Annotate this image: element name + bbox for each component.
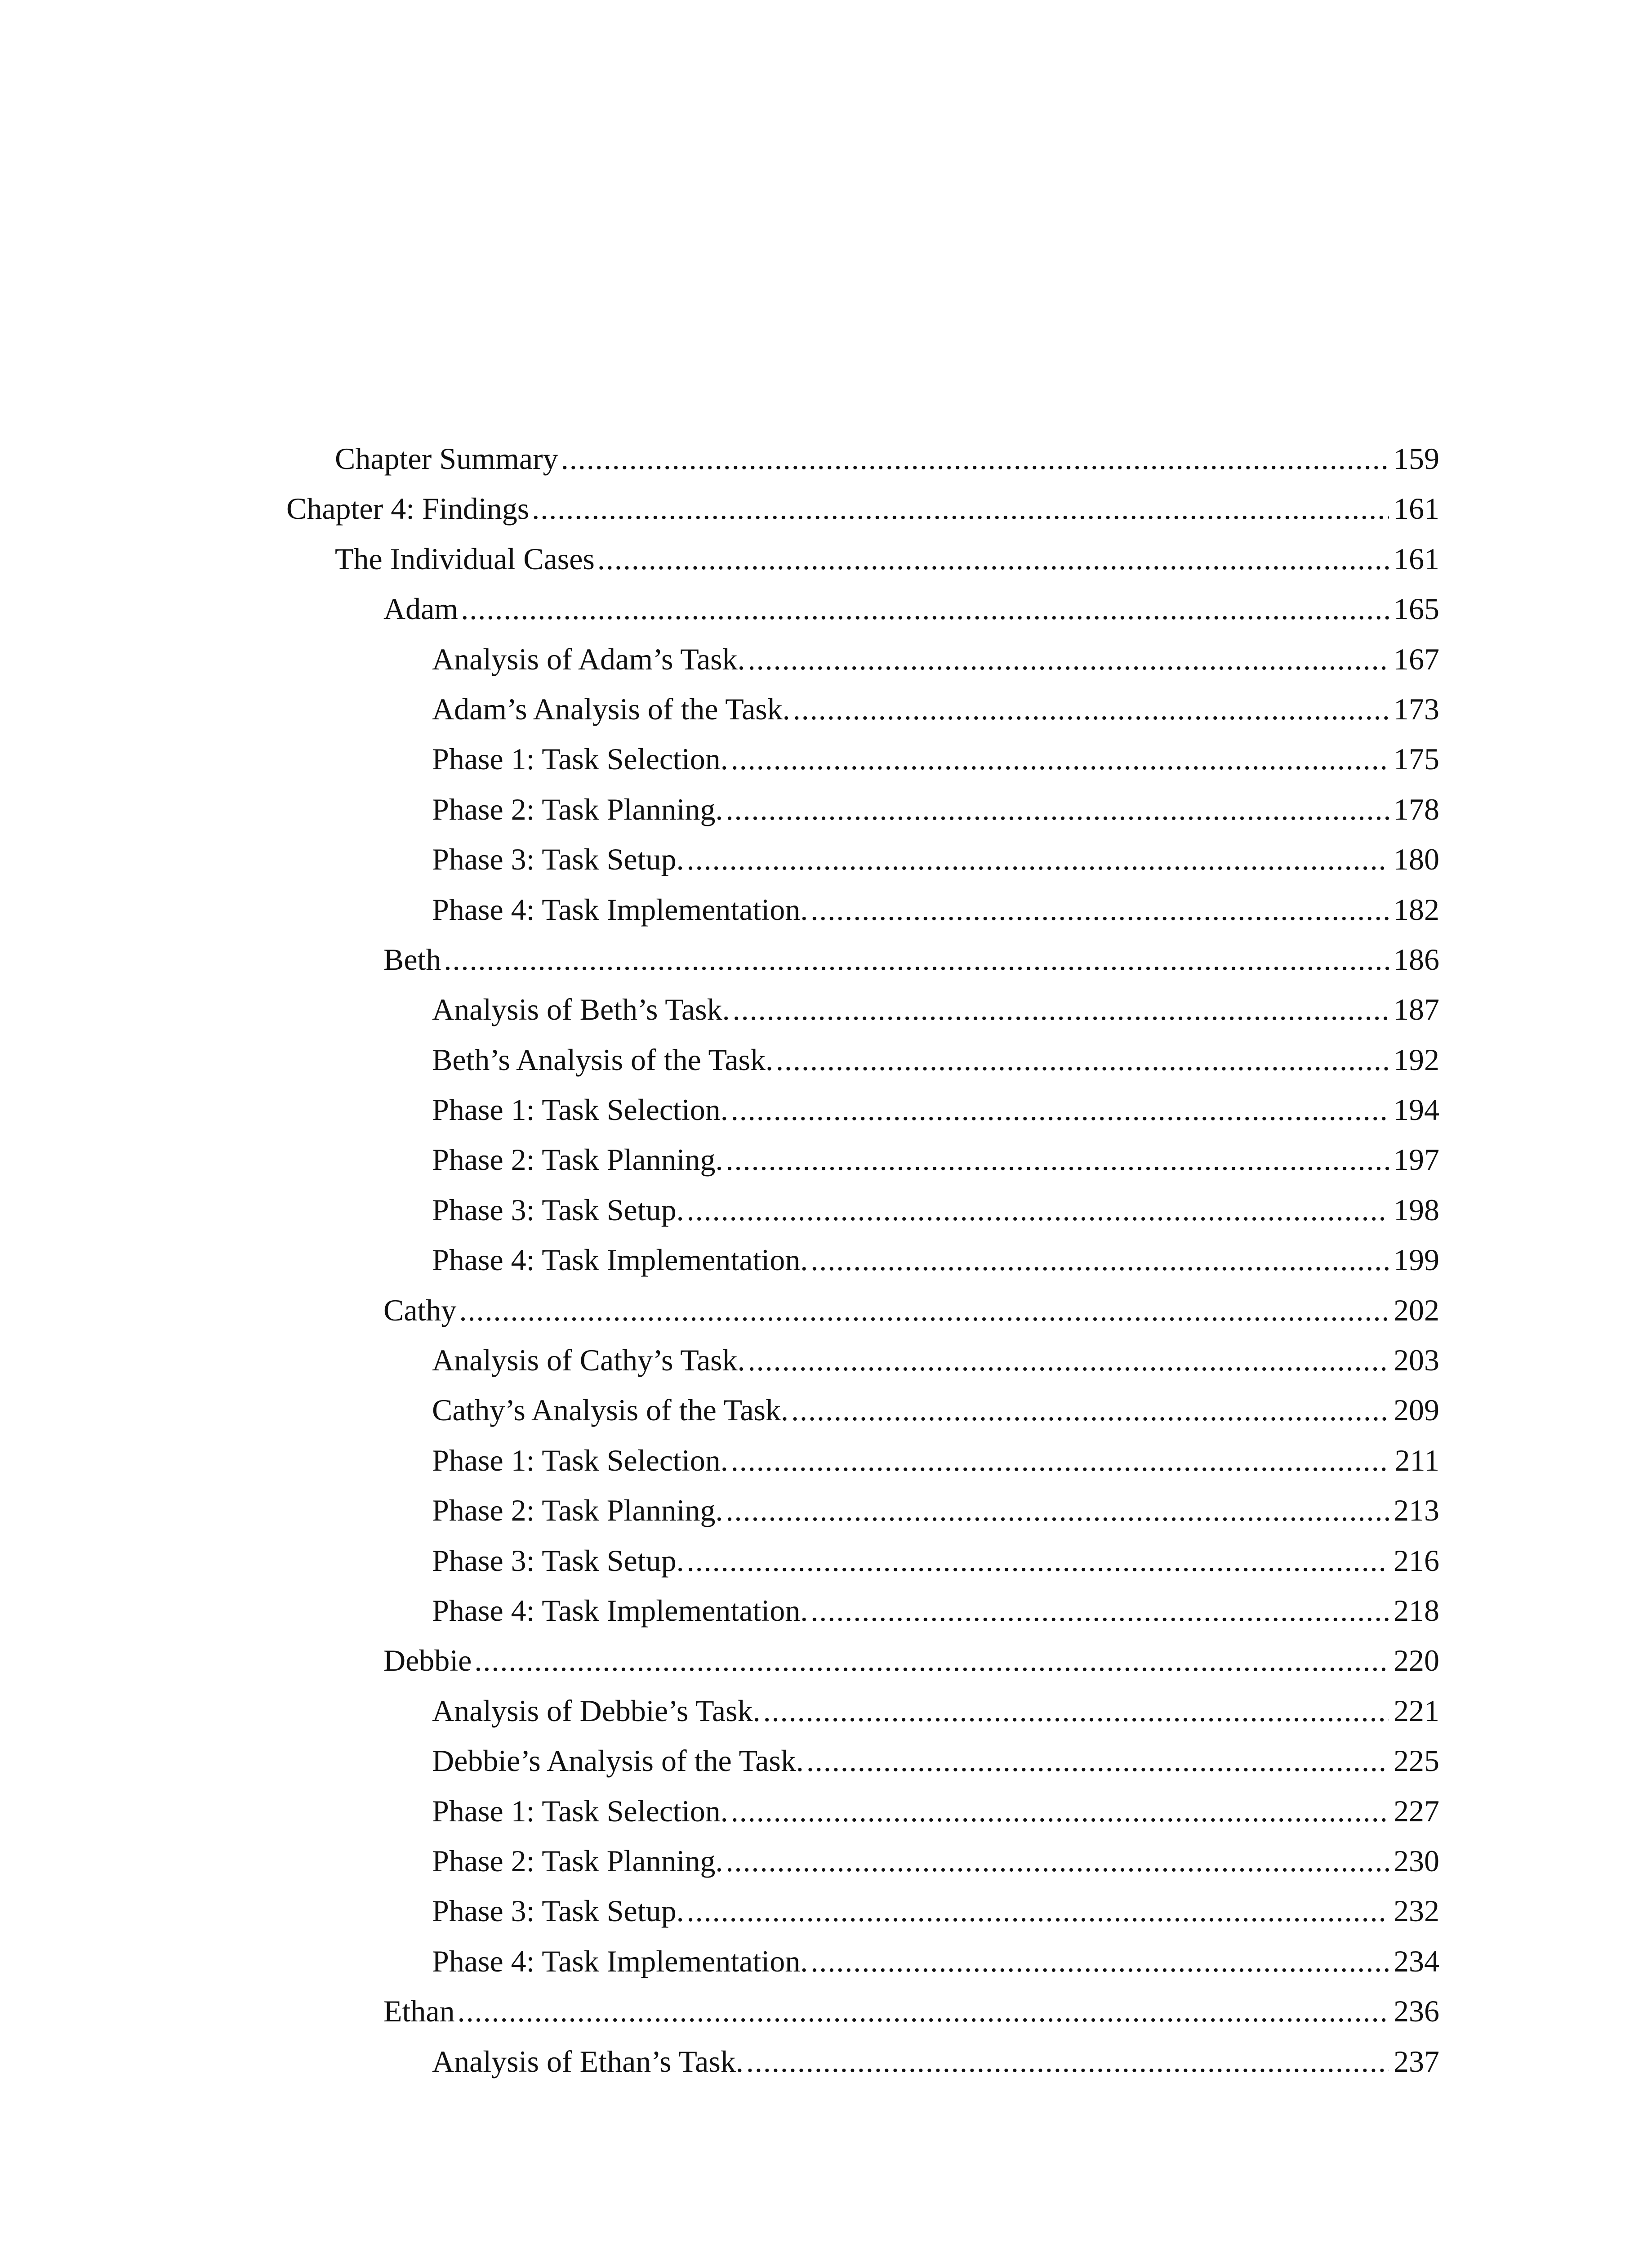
toc-dot-leader: [444, 935, 1389, 985]
toc-dot-leader: [748, 634, 1389, 684]
toc-entry-page-number: 213: [1394, 1493, 1439, 1528]
toc-entry[interactable]: [286, 1185, 1439, 1235]
toc-dot-leader: [726, 1836, 1389, 1886]
toc-entry-label: Phase 3: Task Setup.: [432, 1543, 684, 1578]
toc-entry-label: Analysis of Ethan’s Task.: [432, 2044, 744, 2079]
toc-dot-leader: [810, 1235, 1389, 1285]
toc-dot-leader: [726, 785, 1389, 834]
toc-entry[interactable]: [286, 785, 1439, 834]
toc-entry-label: Phase 3: Task Setup.: [432, 1894, 684, 1928]
toc-dot-leader: [810, 1586, 1389, 1636]
toc-entry-page-number: 175: [1394, 742, 1439, 776]
toc-entry[interactable]: [286, 1586, 1439, 1636]
toc-entry-label: Beth: [383, 942, 441, 977]
toc-dot-leader: [748, 1335, 1389, 1385]
toc-entry[interactable]: [286, 1035, 1439, 1085]
toc-entry[interactable]: [286, 1436, 1439, 1485]
toc-entry-label: Analysis of Beth’s Task.: [432, 992, 730, 1027]
toc-entry-label: Phase 2: Task Planning.: [432, 1843, 723, 1878]
toc-entry-page-number: 237: [1394, 2044, 1439, 2079]
toc-entry[interactable]: [286, 1485, 1439, 1535]
table-of-contents: [286, 434, 1439, 2087]
toc-entry-page-number: 209: [1394, 1393, 1439, 1427]
toc-entry-page-number: 221: [1394, 1693, 1439, 1728]
toc-entry-page-number: 198: [1394, 1192, 1439, 1227]
toc-dot-leader: [731, 1786, 1389, 1836]
toc-dot-leader: [793, 684, 1389, 734]
toc-dot-leader: [791, 1385, 1389, 1435]
toc-entry-page-number: 182: [1394, 892, 1439, 927]
toc-entry-page-number: 197: [1394, 1142, 1439, 1177]
toc-dot-leader: [726, 1135, 1389, 1185]
toc-entry-page-number: 236: [1394, 1994, 1439, 2029]
toc-entry-page-number: 165: [1394, 592, 1439, 626]
toc-entry[interactable]: [286, 584, 1439, 634]
toc-entry-label: Chapter Summary: [335, 442, 558, 476]
toc-dot-leader: [458, 1986, 1389, 2036]
toc-entry-label: Analysis of Debbie’s Task.: [432, 1693, 761, 1728]
toc-entry-label: Debbie: [383, 1643, 472, 1678]
toc-entry-page-number: 194: [1394, 1093, 1439, 1127]
toc-entry-page-number: 225: [1394, 1744, 1439, 1778]
toc-entry-label: Phase 2: Task Planning.: [432, 1142, 723, 1177]
toc-entry-page-number: 173: [1394, 691, 1439, 726]
toc-entry[interactable]: [286, 1385, 1439, 1435]
toc-dot-leader: [746, 2037, 1389, 2087]
toc-dot-leader: [687, 834, 1389, 884]
toc-entry-label: Phase 2: Task Planning.: [432, 1493, 723, 1528]
toc-entry-label: Phase 4: Task Implementation.: [432, 1944, 808, 1978]
toc-entry[interactable]: [286, 1235, 1439, 1285]
toc-entry[interactable]: [286, 1636, 1439, 1686]
toc-entry[interactable]: [286, 1285, 1439, 1335]
toc-dot-leader: [597, 534, 1389, 584]
toc-entry-label: Ethan: [383, 1994, 455, 2029]
toc-entry-label: Beth’s Analysis of the Task.: [432, 1042, 773, 1077]
toc-entry[interactable]: [286, 1135, 1439, 1185]
toc-dot-leader: [731, 1436, 1390, 1485]
toc-entry[interactable]: [286, 1335, 1439, 1385]
toc-entry-page-number: 180: [1394, 842, 1439, 877]
toc-entry-page-number: 211: [1394, 1443, 1439, 1477]
toc-entry-page-number: 220: [1394, 1643, 1439, 1678]
toc-entry-page-number: 202: [1394, 1293, 1439, 1327]
toc-entry[interactable]: [286, 1886, 1439, 1936]
toc-entry[interactable]: [286, 1736, 1439, 1786]
toc-entry[interactable]: [286, 634, 1439, 684]
toc-entry[interactable]: [286, 1085, 1439, 1135]
toc-entry[interactable]: [286, 1986, 1439, 2036]
toc-entry-page-number: 167: [1394, 642, 1439, 676]
toc-entry-label: Debbie’s Analysis of the Task.: [432, 1744, 804, 1778]
toc-entry-label: Phase 4: Task Implementation.: [432, 892, 808, 927]
toc-entry[interactable]: [286, 684, 1439, 734]
toc-entry-label: Phase 4: Task Implementation.: [432, 1593, 808, 1628]
toc-entry-page-number: 161: [1394, 541, 1439, 576]
toc-entry-label: Phase 1: Task Selection.: [432, 742, 728, 776]
toc-dot-leader: [532, 484, 1389, 534]
toc-dot-leader: [763, 1686, 1389, 1736]
toc-dot-leader: [810, 1936, 1389, 1986]
toc-dot-leader: [461, 584, 1389, 634]
toc-entry[interactable]: [286, 1786, 1439, 1836]
toc-entry[interactable]: [286, 935, 1439, 985]
toc-dot-leader: [776, 1035, 1389, 1085]
toc-entry[interactable]: [286, 885, 1439, 935]
toc-entry-page-number: 232: [1394, 1894, 1439, 1928]
toc-dot-leader: [731, 1085, 1389, 1135]
toc-dot-leader: [731, 734, 1389, 784]
toc-entry-page-number: 216: [1394, 1543, 1439, 1578]
toc-entry-page-number: 161: [1394, 491, 1439, 526]
toc-entry-label: Adam’s Analysis of the Task.: [432, 691, 790, 726]
toc-entry[interactable]: [286, 2037, 1439, 2087]
toc-entry-label: Phase 3: Task Setup.: [432, 842, 684, 877]
toc-entry[interactable]: [286, 534, 1439, 584]
toc-entry-label: Cathy’s Analysis of the Task.: [432, 1393, 788, 1427]
toc-entry-page-number: 203: [1394, 1343, 1439, 1378]
toc-entry-label: Phase 2: Task Planning.: [432, 792, 723, 826]
toc-entry[interactable]: [286, 734, 1439, 784]
toc-entry-label: Phase 1: Task Selection.: [432, 1793, 728, 1828]
toc-dot-leader: [806, 1736, 1389, 1786]
toc-entry-label: Phase 4: Task Implementation.: [432, 1243, 808, 1277]
toc-entry-label: Analysis of Adam’s Task.: [432, 642, 745, 676]
toc-entry[interactable]: [286, 1536, 1439, 1586]
toc-entry-label: Phase 1: Task Selection.: [432, 1443, 728, 1477]
toc-entry-label: Adam: [383, 592, 459, 626]
toc-entry[interactable]: [286, 1686, 1439, 1736]
toc-entry-page-number: 187: [1394, 992, 1439, 1027]
toc-entry-label: The Individual Cases: [335, 541, 595, 576]
toc-entry-page-number: 230: [1394, 1843, 1439, 1878]
toc-entry-page-number: 178: [1394, 792, 1439, 826]
toc-dot-leader: [810, 885, 1389, 935]
toc-entry-page-number: 199: [1394, 1243, 1439, 1277]
toc-dot-leader: [459, 1285, 1389, 1335]
toc-dot-leader: [474, 1636, 1389, 1686]
toc-entry-label: Phase 3: Task Setup.: [432, 1192, 684, 1227]
toc-dot-leader: [687, 1886, 1389, 1936]
toc-entry-page-number: 218: [1394, 1593, 1439, 1628]
toc-dot-leader: [687, 1185, 1389, 1235]
toc-entry-page-number: 186: [1394, 942, 1439, 977]
toc-entry[interactable]: [286, 834, 1439, 884]
toc-dot-leader: [687, 1536, 1389, 1586]
toc-entry[interactable]: [286, 1836, 1439, 1886]
toc-dot-leader: [733, 985, 1389, 1035]
toc-entry[interactable]: [286, 484, 1439, 534]
toc-entry-page-number: 227: [1394, 1793, 1439, 1828]
toc-entry-label: Cathy: [383, 1293, 457, 1327]
toc-entry-page-number: 192: [1394, 1042, 1439, 1077]
toc-dot-leader: [561, 434, 1389, 484]
toc-entry[interactable]: [286, 434, 1439, 484]
toc-entry[interactable]: [286, 985, 1439, 1035]
toc-entry-page-number: 159: [1394, 442, 1439, 476]
toc-entry-label: Analysis of Cathy’s Task.: [432, 1343, 745, 1378]
toc-entry-label: Phase 1: Task Selection.: [432, 1093, 728, 1127]
toc-dot-leader: [726, 1485, 1389, 1535]
toc-entry[interactable]: [286, 1936, 1439, 1986]
toc-entry-label: Chapter 4: Findings: [286, 491, 530, 526]
toc-entry-page-number: 234: [1394, 1944, 1439, 1978]
